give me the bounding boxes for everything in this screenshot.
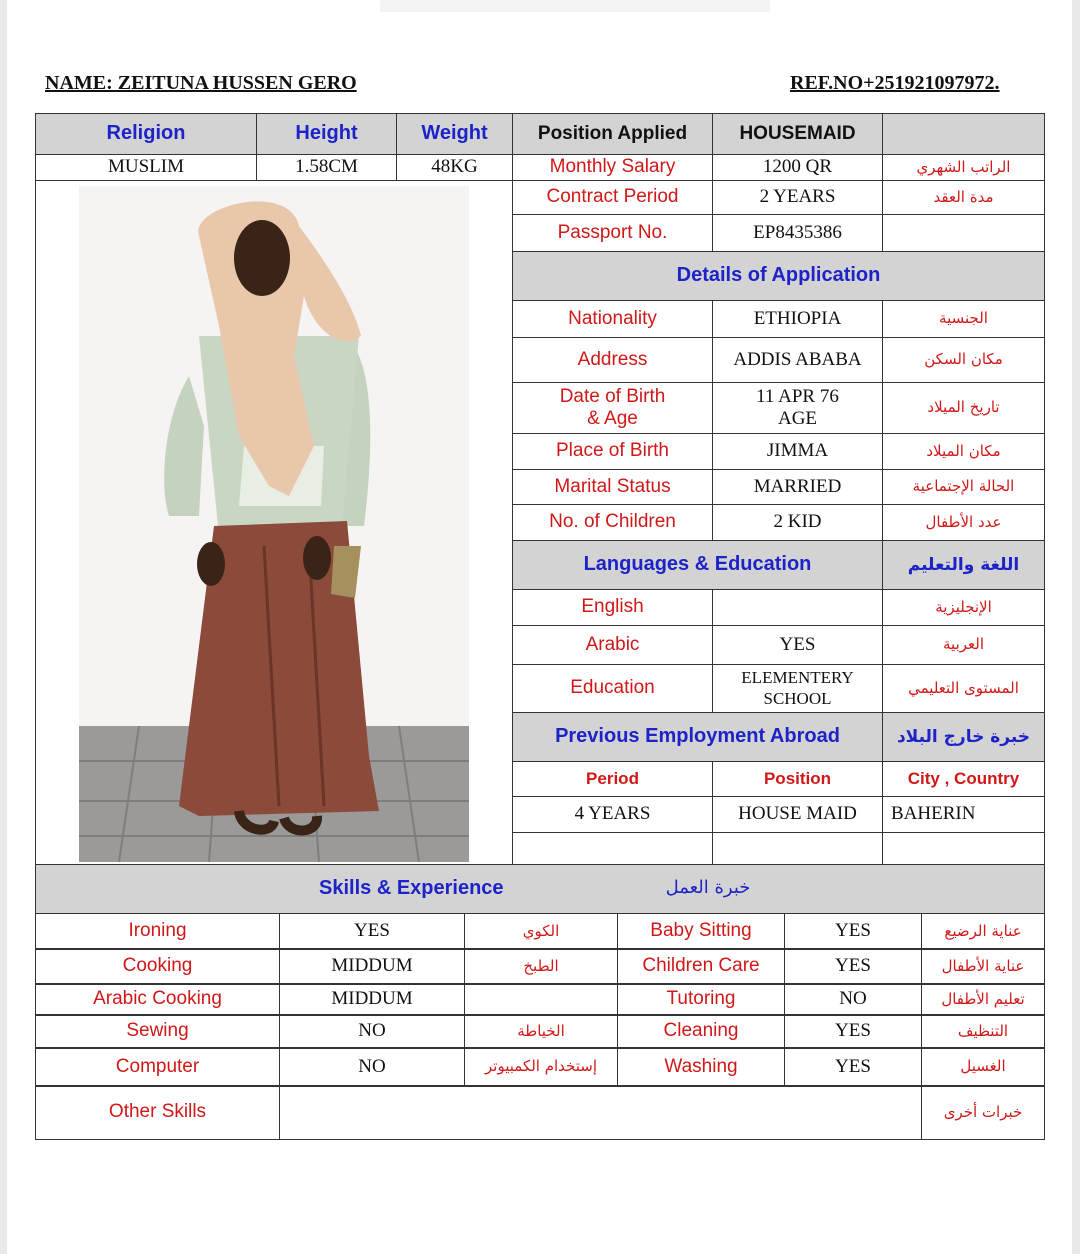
arabic-arabic: العربية (882, 625, 1045, 665)
salary-label: Monthly Salary (512, 154, 713, 181)
birthplace-arabic: مكان الميلاد (882, 433, 1045, 470)
arabic-label: Arabic (512, 625, 713, 665)
employment-blank-1 (512, 832, 713, 865)
nationality-arabic: الجنسية (882, 300, 1045, 338)
birthplace-label: Place of Birth (512, 433, 713, 470)
employment-period: 4 YEARS (512, 796, 713, 833)
children-label: No. of Children (512, 504, 713, 541)
languages-section-arabic: اللغة والتعليم (882, 540, 1045, 590)
skill-left-value: NO (279, 1047, 465, 1087)
education-label: Education (512, 664, 713, 713)
contract-arabic: مدة العقد (882, 180, 1045, 215)
dob-label: Date of Birth & Age (512, 382, 713, 434)
dob-value: 11 APR 76 AGE (712, 382, 883, 434)
english-arabic: الإنجليزية (882, 589, 1045, 626)
nationality-value: ETHIOPIA (712, 300, 883, 338)
nationality-label: Nationality (512, 300, 713, 338)
employment-blank-2 (712, 832, 883, 865)
education-arabic: المستوى التعليمي (882, 664, 1045, 713)
skill-right-label: Cleaning (617, 1014, 785, 1049)
other-skills-value (279, 1085, 922, 1140)
top-strip (380, 0, 770, 12)
employment-section-title: Previous Employment Abroad (512, 712, 883, 762)
english-label: English (512, 589, 713, 626)
skill-right-value: NO (784, 983, 922, 1016)
skills-section-title: Skills & Experience (319, 877, 504, 899)
children-value: 2 KID (712, 504, 883, 541)
weight-value: 48KG (396, 154, 513, 181)
weight-label: Weight (396, 113, 513, 155)
skills-section-bar (35, 864, 1045, 914)
salary-arabic: الراتب الشهري (882, 154, 1045, 181)
header-blank-cell (882, 113, 1045, 155)
skill-left-label: Computer (35, 1047, 280, 1087)
candidate-name: NAME: ZEITUNA HUSSEN GERO (45, 72, 357, 94)
position-applied-value: HOUSEMAID (712, 113, 883, 155)
skill-right-value: YES (784, 1047, 922, 1087)
reference-number: REF.NO+251921097972. (790, 72, 1000, 94)
skill-right-value: YES (784, 1014, 922, 1049)
skill-right-arabic: التنظيف (921, 1014, 1045, 1049)
passport-blank (882, 214, 1045, 252)
skill-left-label: Ironing (35, 913, 280, 950)
marital-value: MARRIED (712, 469, 883, 505)
skill-right-arabic: عناية الرضيع (921, 913, 1045, 950)
contract-value: 2 YEARS (712, 180, 883, 215)
contract-label: Contract Period (512, 180, 713, 215)
right-frame (1072, 0, 1080, 1254)
skill-left-label: Sewing (35, 1014, 280, 1049)
arabic-value: YES (712, 625, 883, 665)
employment-blank-3 (882, 832, 1045, 865)
skill-right-label: Baby Sitting (617, 913, 785, 950)
skill-right-label: Tutoring (617, 983, 785, 1016)
salary-value: 1200 QR (712, 154, 883, 181)
skill-left-arabic: الخياطة (464, 1014, 618, 1049)
children-arabic: عدد الأطفال (882, 504, 1045, 541)
position-applied-label: Position Applied (512, 113, 713, 155)
skill-left-arabic: الكوي (464, 913, 618, 950)
address-arabic: مكان السكن (882, 337, 1045, 383)
religion-label: Religion (35, 113, 257, 155)
skill-left-arabic: إستخدام الكمبيوتر (464, 1047, 618, 1087)
skill-right-value: YES (784, 948, 922, 985)
skill-right-label: Children Care (617, 948, 785, 985)
skill-left-label: Cooking (35, 948, 280, 985)
skill-right-label: Washing (617, 1047, 785, 1087)
address-value: ADDIS ABABA (712, 337, 883, 383)
left-frame (0, 0, 7, 1254)
employment-section-arabic: خبرة خارج البلاد (882, 712, 1045, 762)
period-header: Period (512, 761, 713, 797)
passport-value: EP8435386 (712, 214, 883, 252)
skill-right-arabic: تعليم الأطفال (921, 983, 1045, 1016)
candidate-photo (79, 186, 469, 862)
address-label: Address (512, 337, 713, 383)
english-value (712, 589, 883, 626)
skills-section-arabic: خبرة العمل (665, 877, 751, 898)
skill-left-arabic (464, 983, 618, 1016)
city-country-header: City , Country (882, 761, 1045, 797)
marital-arabic: الحالة الإجتماعية (882, 469, 1045, 505)
employment-city: BAHERIN (882, 796, 1045, 833)
position-header: Position (712, 761, 883, 797)
skill-left-value: YES (279, 913, 465, 950)
marital-label: Marital Status (512, 469, 713, 505)
skill-left-value: MIDDUM (279, 983, 465, 1016)
birthplace-value: JIMMA (712, 433, 883, 470)
skill-right-arabic: عناية الأطفال (921, 948, 1045, 985)
passport-label: Passport No. (512, 214, 713, 252)
application-section-title: Details of Application (512, 251, 1045, 301)
skill-right-arabic: الغسيل (921, 1047, 1045, 1087)
skill-left-value: MIDDUM (279, 948, 465, 985)
education-value: ELEMENTERY SCHOOL (712, 664, 883, 713)
height-value: 1.58CM (256, 154, 397, 181)
employment-position: HOUSE MAID (712, 796, 883, 833)
languages-section-title: Languages & Education (512, 540, 883, 590)
other-skills-label: Other Skills (35, 1085, 280, 1140)
skill-left-value: NO (279, 1014, 465, 1049)
religion-value: MUSLIM (35, 154, 257, 181)
skill-right-value: YES (784, 913, 922, 950)
other-skills-arabic: خبرات أخرى (921, 1085, 1045, 1140)
skill-left-arabic: الطبخ (464, 948, 618, 985)
skill-left-label: Arabic Cooking (35, 983, 280, 1016)
dob-arabic: تاريخ الميلاد (882, 382, 1045, 434)
height-label: Height (256, 113, 397, 155)
